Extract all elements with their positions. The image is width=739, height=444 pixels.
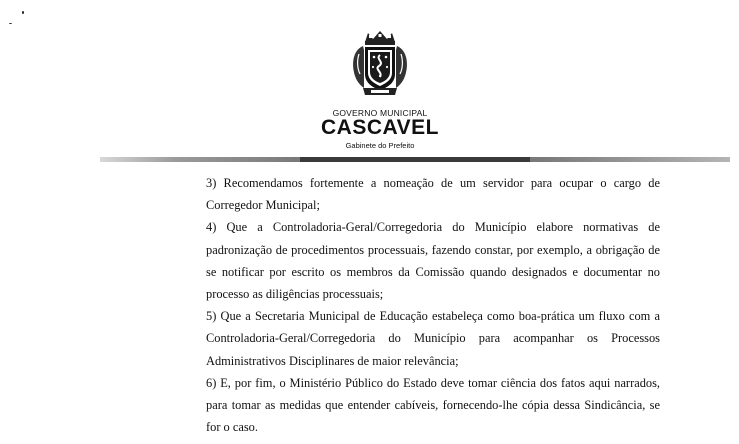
letterhead — [0, 0, 739, 165]
cabinet-label: Gabinete do Prefeito — [345, 141, 415, 150]
government-label: GOVERNO MUNICIPAL — [332, 108, 428, 118]
paragraph-6: 6) E, por fim, o Ministério Público do Estado deve tomar ciência dos fatos aqui narrados, para tomar as medidas que entender cabíveis, fornecendo-lhe cópia dessa Sindicância, se for o caso. — [206, 375, 660, 435]
paragraph-3: 3) Recomendamos fortemente a nomeação de um servidor para ocupar o cargo de Corregedor Municipal; — [206, 176, 660, 213]
paragraph-4: 4) Que a Controladoria-Geral/Corregedoria do Município elabore normativas de padronização de procedimentos processuais, fazendo constar, por exemplo, a obrigação de se notificar por escrito os membros da Comissão quando designados e documentar no processo as diligências processuais; — [206, 220, 660, 302]
coat-of-arms-icon — [349, 30, 411, 100]
city-name: CASCAVEL — [321, 116, 439, 139]
document-body — [206, 172, 660, 438]
header-rule-dark — [300, 157, 530, 162]
paragraph-5: 5) Que a Secretaria Municipal de Educação estabeleça como boa-prática um fluxo com a Controladoria-Geral/Corregedoria do Município para acompanhar os Processos Administrativos Disciplinares de maior relevância; — [206, 309, 660, 368]
